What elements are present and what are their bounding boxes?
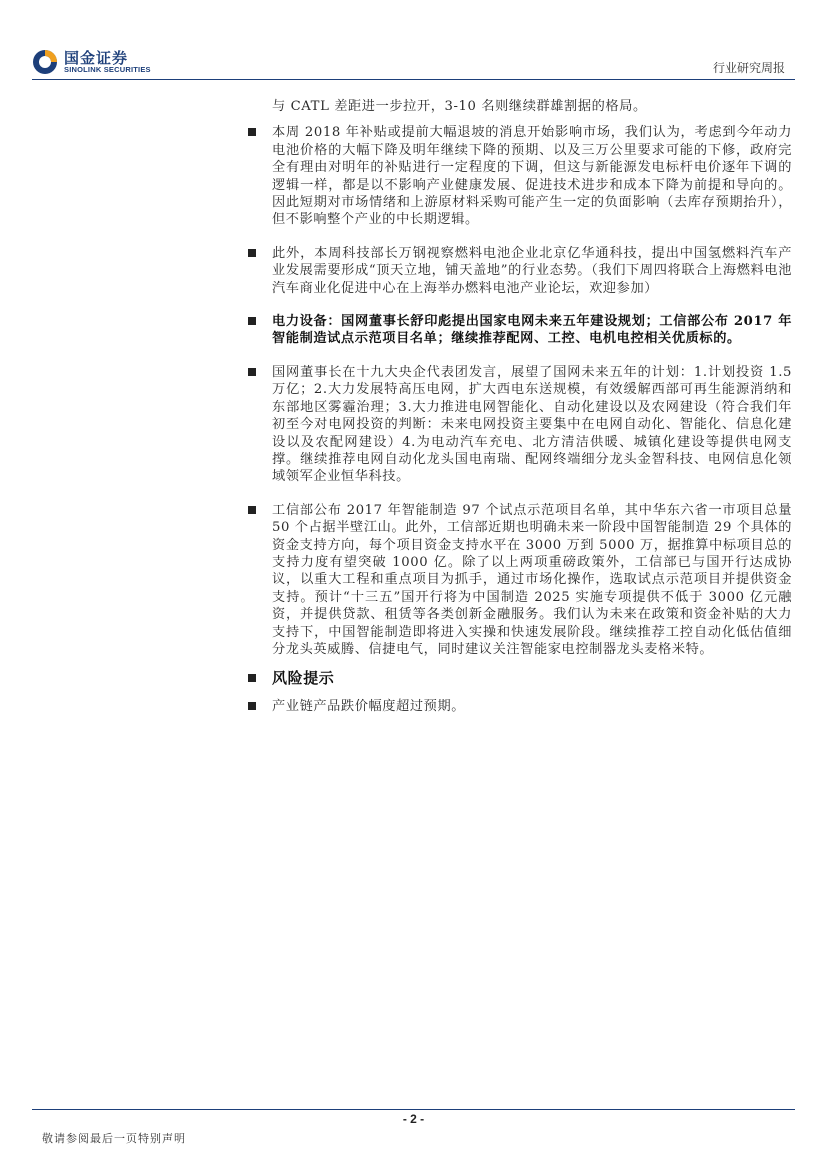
bullet-icon (248, 702, 256, 710)
paragraph (272, 364, 792, 486)
bullet-icon (248, 317, 256, 325)
logo-text-cn: 国金证券 (64, 49, 129, 67)
logo-mark-icon (32, 49, 58, 75)
paragraph (272, 502, 792, 659)
main-content (272, 98, 792, 715)
bullet-icon (248, 249, 256, 257)
paragraph-text: 产业链产品跌价幅度超过预期。 (272, 698, 466, 714)
paragraph (272, 124, 792, 228)
bullet-icon (248, 128, 256, 136)
paragraph-text: 本周 2018 年补贴或提前大幅退坡的消息开始影响市场，我们认为，考虑到今年动力电池价格的大幅下降及明年继续下降的预期、以及三万公里要求可能的下修，政府完全有理由对明年的补贴进行一定程度的下调，但这与新能源发电标杆电价逐年下调的逻辑一样，都是以不影响产业健康发展、促进技术进步和成本下降为前提和导向的。因此短期对市场情绪和上游原材料采购可能产生一定的负面影响（去库存预期抬升），但不影响整个产业的中长期逻辑。 (272, 125, 792, 228)
paragraph (272, 698, 792, 715)
section-heading-text: 电力设备：国网董事长舒印彪提出国家电网未来五年建设规划；工信部公布 2017 年智能制造试点示范项目名单；继续推荐配网、工控、电机电控相关优质标的。 (272, 314, 792, 347)
company-logo (32, 47, 162, 79)
paragraph (272, 245, 792, 297)
risk-heading-text: 风险提示 (272, 669, 335, 688)
paragraph-text: 国网董事长在十九大央企代表团发言，展望了国网未来五年的计划：1.计划投资 1.5 万亿；2.大力发展特高压电网，扩大西电东送规模，有效缓解西部可再生能源消纳和东部地区雾霾治理；3.大力推进电网智能化、自动化建设以及农网建设（符合我们年初至今对电网投资的判断：未来电网投资主要集中在电网自动化、智能化、信息化建设以及农配网建设）4.为电动汽车充电、北方清洁供暖、城镇化建设等提供电网支撑。继续推荐电网自动化龙头国电南瑞、配网终端细分龙头金智科技、电网信息化领域领军企业恒华科技。 (272, 364, 792, 485)
bullet-icon (248, 368, 256, 376)
header-divider (32, 79, 795, 80)
page-header (0, 0, 827, 80)
footer-disclaimer: 敬请参阅最后一页特别声明 (42, 1132, 186, 1145)
paragraph (272, 98, 792, 115)
section-heading (272, 313, 792, 348)
risk-heading (272, 670, 792, 687)
bullet-icon (248, 506, 256, 514)
paragraph-text: 工信部公布 2017 年智能制造 97 个试点示范项目名单，其中华东六省一市项目总量 50 个占据半壁江山。此外，工信部近期也明确未来一阶段中国智能制造 29 个具体的资金支持方向，每个项目资金支持水平在 3000 万到 5000 万，据推算中标项目总的支持力度有望突破 1000 亿。除了以上两项重磅政策外，工信部已与国开行达成协议，以重大工程和重点项目为抓手，通过市场化操作，选取试点示范项目并提供资金支持。预计“十三五”国开行将为中国制造 2025 实施专项提供不低于 3000 亿元融资，并提供贷款、租赁等各类创新金融服务。我们认为未来在政策和资金补贴的大力支持下，中国智能制造即将进入实操和快速发展阶段。继续推荐工控自动化低估值细分龙头英威腾、信捷电气，同时建议关注智能家电控制器龙头麦格米特。 (272, 502, 792, 657)
paragraph-text: 此外，本周科技部长万钢视察燃料电池企业北京亿华通科技，提出中国氢燃料汽车产业发展需要形成“顶天立地，铺天盖地”的行业态势。（我们下周四将联合上海燃料电池汽车商业化促进中心在上海举办燃料电池产业论坛，欢迎参加） (272, 245, 792, 296)
logo-text-en: SINOLINK SECURITIES (64, 65, 151, 74)
paragraph-text: 与 CATL 差距进一步拉开，3-10 名则继续群雄割据的格局。 (272, 99, 647, 114)
footer-divider (32, 1109, 795, 1110)
report-type: 行业研究周报 (712, 61, 785, 75)
page-number: - 2 - (402, 1112, 425, 1126)
bullet-icon (248, 674, 256, 682)
